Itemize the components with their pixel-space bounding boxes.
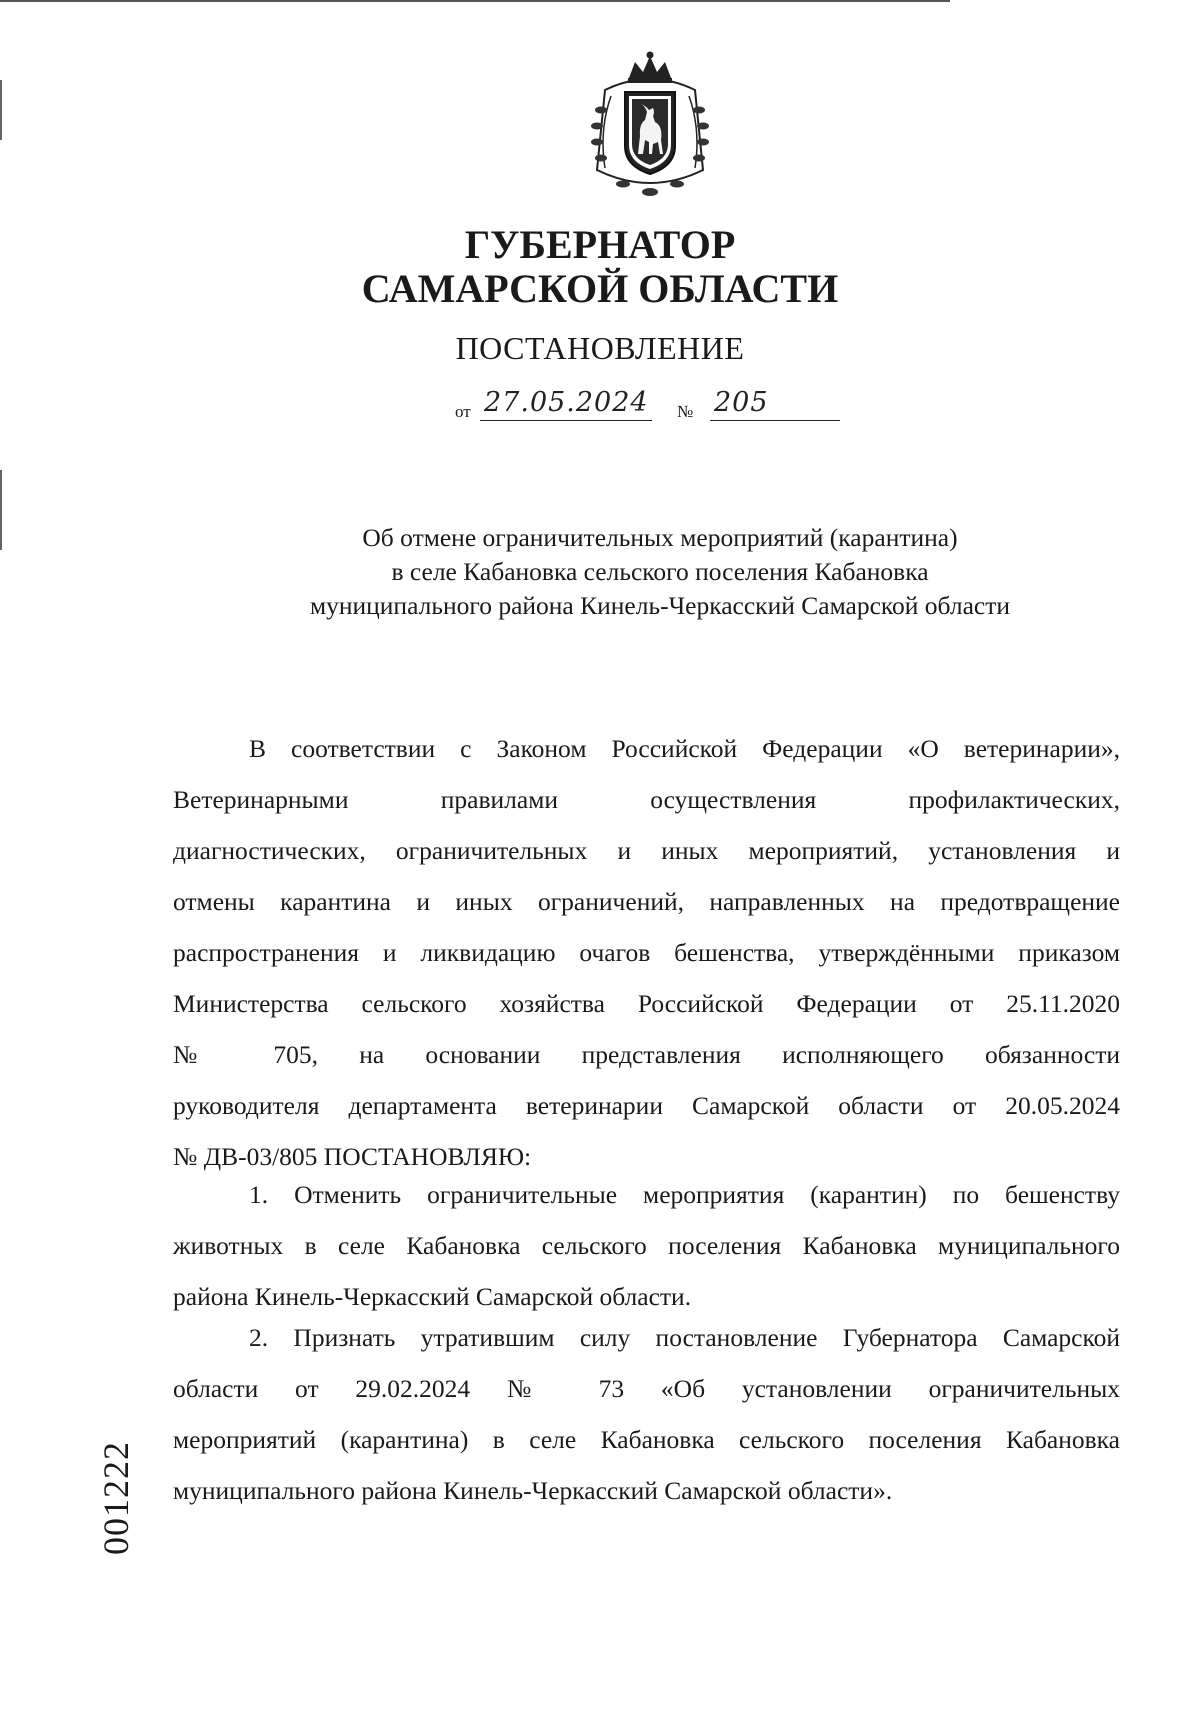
text-line: области от 29.02.2024 № 73 «Об установлении ограничительных [173, 1374, 1120, 1403]
date-handwritten: 27.05.2024 [484, 387, 649, 418]
heading-line: в селе Кабановка сельского поселения Кабановка [391, 557, 929, 586]
heading-line: муниципального района Кинель-Черкасский Самарской области [309, 591, 1011, 620]
text-line: № ДВ-03/805 ПОСТАНОВЛЯЮ: [173, 1142, 532, 1171]
authority-title: ГУБЕРНАТОР [464, 222, 736, 267]
text-line: диагностических, ограничительных и иных мероприятий, установления и [173, 836, 1120, 865]
authority-region: САМАРСКОЙ ОБЛАСТИ [361, 266, 839, 311]
text-line: руководителя департамента ветеринарии Самарской области от 20.05.2024 [173, 1091, 1120, 1120]
number-handwritten: 205 [714, 387, 769, 418]
date-field [480, 388, 652, 421]
text-line: В соответствии с Законом Российской Федерации «О ветеринарии», [249, 734, 1120, 763]
number-field [710, 388, 840, 421]
scan-edge-left [0, 470, 2, 550]
text-line: мероприятий (карантина) в селе Кабановка сельского поселения Кабановка [173, 1425, 1120, 1454]
margin-serial-number: 001222 [96, 1441, 136, 1555]
text-line: животных в селе Кабановка сельского поселения Кабановка муниципального [173, 1231, 1120, 1260]
text-line: № 705, на основании представления исполняющего обязанности [173, 1040, 1120, 1069]
text-line: отмены карантина и иных ограничений, направленных на предотвращение [173, 887, 1120, 916]
item-2-paragraph [173, 1312, 1120, 1516]
text-line: муниципального района Кинель-Черкасский Самарской области». [173, 1476, 893, 1505]
registration-line [455, 388, 845, 424]
date-prefix: от [455, 402, 471, 421]
preamble-paragraph [173, 723, 1120, 1182]
scan-edge-top [0, 0, 950, 2]
document-heading [230, 521, 1090, 623]
heading-line: Об отмене ограничительных мероприятий (карантина) [362, 523, 958, 552]
document-type: ПОСТАНОВЛЕНИЕ [455, 330, 745, 366]
text-line: распространения и ликвидацию очагов бешенства, утверждёнными приказом [173, 938, 1120, 967]
item-1-paragraph [173, 1169, 1120, 1322]
text-line: района Кинель-Черкасский Самарской области. [173, 1282, 692, 1311]
text-line: Ветеринарными правилами осуществления профилактических, [173, 785, 1120, 814]
number-prefix: № [677, 402, 694, 421]
coat-of-arms-icon [583, 50, 717, 200]
text-line: Министерства сельского хозяйства Российской Федерации от 25.11.2020 [173, 989, 1120, 1018]
text-line: 1. Отменить ограничительные мероприятия (карантин) по бешенству [249, 1180, 1120, 1209]
scan-edge-left [0, 80, 2, 140]
text-line: 2. Признать утратившим силу постановление Губернатора Самарской [249, 1323, 1120, 1352]
